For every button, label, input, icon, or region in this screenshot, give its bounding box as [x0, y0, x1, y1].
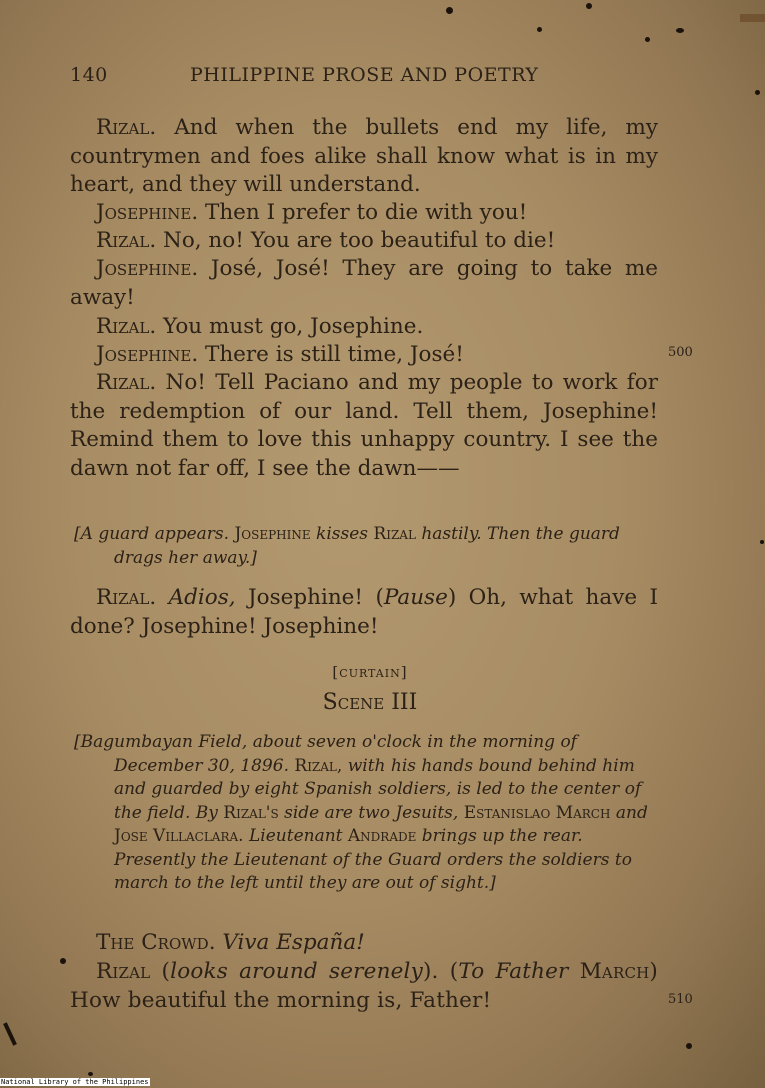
speaker: Rizal. — [96, 370, 157, 395]
page-number: 140 — [70, 64, 108, 86]
speaker: Josephine. — [96, 342, 199, 367]
ink-speck — [60, 958, 66, 964]
dialogue-josephine-3 — [70, 341, 658, 370]
speech: Viva España! — [215, 930, 365, 955]
speaker: Rizal. — [96, 314, 157, 339]
speech: And when the bullets end my life, my countrymen and foes alike shall know what is in my heart, and they will understand. — [70, 115, 658, 197]
ink-speck — [676, 28, 684, 33]
curtain-marker: [curtain] — [332, 663, 408, 681]
speaker: Rizal. — [96, 228, 157, 253]
line-number: 510 — [668, 992, 693, 1007]
speaker: The Crowd. — [96, 930, 216, 955]
footer-credit: National Library of the Philippines — [1, 1078, 149, 1086]
line-number: 500 — [668, 345, 693, 360]
dialogue-rizal-6: Rizal (looks around serenely). (To Father March) How beautiful the morning is, Father! — [70, 959, 659, 1013]
stage-direction-2: [Bagumbayan Field, about seven o'clock in the morning of December 30, 1896. Rizal, with his hands bound behind him and guarded by eight Spanish soldiers, is led to the center of the field. By Rizal's side are two Jesuits, Estanislao March and Jose Villaclara. Lieutenant Andrade brings up the rear. Presently the Lieutenant of the Guard orders the soldiers to march to the left until they are out of sight.] — [74, 732, 648, 893]
ink-speck — [537, 27, 542, 32]
dialogue-rizal-1 — [70, 114, 658, 200]
page-edge-stain — [740, 14, 765, 22]
ink-speck — [88, 1072, 93, 1076]
speaker: Josephine. — [96, 256, 199, 281]
speech: No! Tell Paciano and my people to work for the redemption of our land. Tell them, Josephine! Remind them to love this unhappy country. I see the dawn not far off, I see the dawn—— — [70, 370, 658, 481]
speech: You must go, Josephine. — [156, 314, 424, 339]
speaker: Rizal. — [96, 115, 157, 140]
dialogue-josephine-2 — [70, 255, 658, 312]
speech: There is still time, José! — [198, 342, 464, 367]
dialogue-rizal-5: Rizal. Adios, Josephine! (Pause) Oh, what have I done? Josephine! Josephine! — [70, 585, 658, 639]
dialogue-josephine-1 — [70, 199, 658, 228]
speech: Then I prefer to die with you! — [198, 200, 528, 225]
dialogue-rizal-4 — [70, 369, 658, 483]
dialogue-rizal-2 — [70, 227, 658, 256]
ink-speck — [645, 37, 650, 42]
running-title: PHILIPPINE PROSE AND POETRY — [190, 64, 539, 86]
speech: No, no! You are too beautiful to die! — [156, 228, 556, 253]
ink-speck — [686, 1043, 692, 1049]
ink-speck — [586, 3, 592, 9]
speaker: Josephine. — [96, 200, 199, 225]
dialogue-rizal-3 — [70, 313, 658, 342]
dialogue-crowd — [70, 929, 658, 958]
speaker: Rizal. — [96, 585, 157, 610]
stage-direction-1: [A guard appears. Josephine kisses Rizal hastily. Then the guard drags her away.] — [74, 524, 620, 568]
ink-speck — [760, 540, 764, 544]
speech: José, José! They are going to take me away! — [70, 256, 658, 310]
ink-speck — [755, 90, 760, 95]
speaker: Rizal — [96, 959, 151, 984]
ink-mark — [3, 1022, 17, 1045]
scene-heading: Scene III — [322, 690, 418, 715]
ink-speck — [446, 7, 453, 14]
